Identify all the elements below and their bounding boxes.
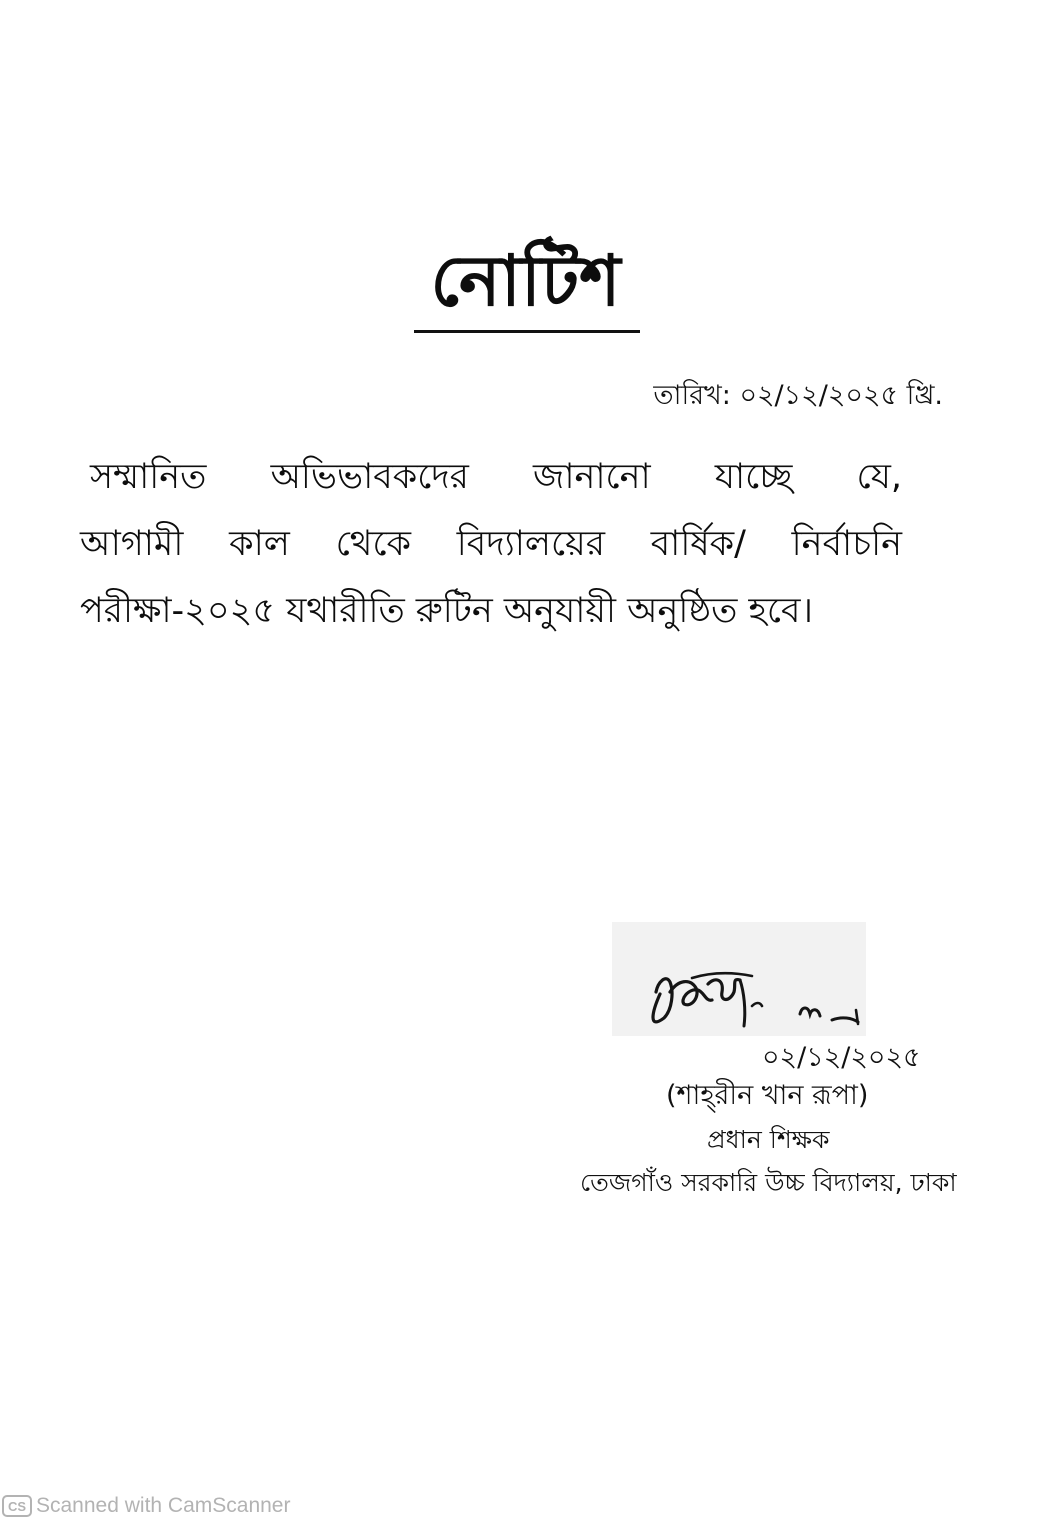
notice-title: নোটিশ xyxy=(430,240,621,322)
signature-date: ০২/১২/২০২৫ xyxy=(762,1042,921,1073)
signature-image xyxy=(612,922,866,1036)
notice-date: তারিখ: ০২/১২/২০২৫ খ্রি. xyxy=(653,380,943,411)
signatory-designation: প্রধান শিক্ষক xyxy=(707,1125,830,1154)
notice-body xyxy=(80,444,902,645)
body-line-1: সম্মানিত অভিভাবকদের জানানো যাচ্ছে যে, xyxy=(90,457,902,497)
camscanner-logo-icon xyxy=(2,1494,32,1518)
signatory-name: (শাহ্‌রীন খান রূপা) xyxy=(666,1080,869,1111)
svg-text:CS: CS xyxy=(7,1499,27,1514)
camscanner-watermark xyxy=(2,1490,290,1519)
body-line-3: পরীক্ষা-২০২৫ যথারীতি রুটিন অনুযায়ী অনুষ্ঠিত হবে। xyxy=(80,591,813,631)
school-name: তেজগাঁও সরকারি উচ্চ বিদ্যালয়, ঢাকা xyxy=(580,1168,957,1197)
handwritten-signature-icon xyxy=(612,922,866,1036)
body-line-2: আগামী কাল থেকে বিদ্যালয়ের বার্ষিক/ নির্বাচনি xyxy=(80,524,902,564)
title-underline xyxy=(414,330,640,333)
watermark-text: Scanned with CamScanner xyxy=(36,1494,291,1517)
